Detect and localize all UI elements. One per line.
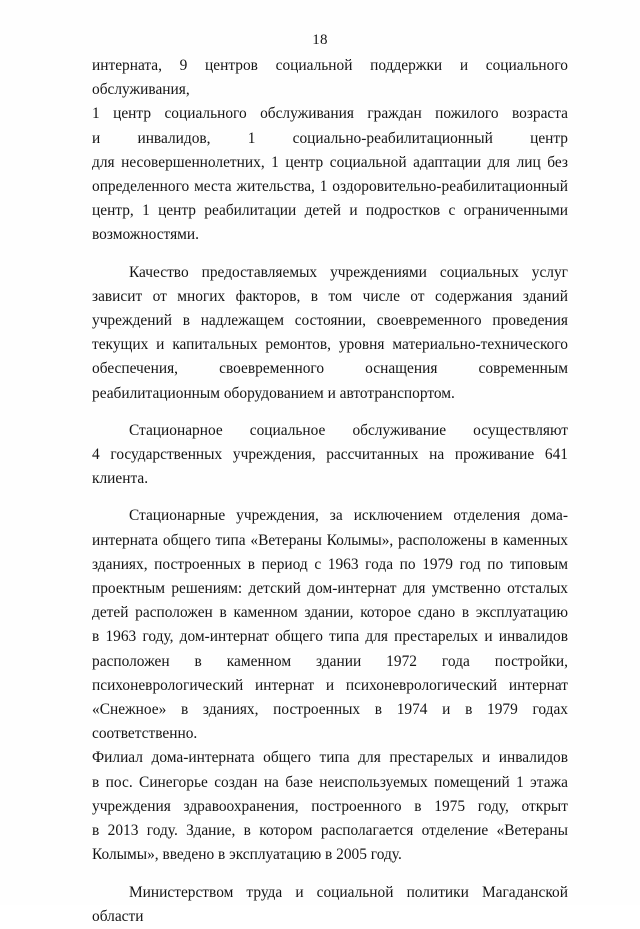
- text-line: зависит от многих факторов, в том числе от содержания зданий: [92, 287, 568, 305]
- document-body: [92, 54, 568, 929]
- text-line: Качество предоставляемых учреждениями социальных услуг: [129, 263, 568, 281]
- text-line: «Снежное» в зданиях, построенных в 1974 и в 1979 годах соответственно.: [92, 701, 568, 743]
- text-line: Министерством труда и социальной политики Магаданской области: [92, 883, 568, 925]
- text-line: реабилитационным оборудованием и автотранспортом.: [92, 384, 455, 402]
- text-line: в 1963 году, дом-интернат общего типа для престарелых и инвалидов: [92, 628, 568, 646]
- page-number: 18: [312, 32, 328, 48]
- text-line: детей расположен в каменном здании, которое сдано в эксплуатацию: [92, 604, 568, 622]
- text-line: в 2013 году. Здание, в котором располагается отделение «Ветераны: [92, 822, 568, 840]
- text-line: учреждений в надлежащем состоянии, своевременного проведения: [92, 312, 568, 330]
- text-line: текущих и капитальных ремонтов, уровня материально-технического: [92, 336, 568, 354]
- text-line: интерната, 9 центров социальной поддержки и социального обслуживания,: [92, 57, 568, 99]
- text-line: центр, 1 центр реабилитации детей и подростков с ограниченными: [92, 202, 568, 220]
- text-line: 4 государственных учреждения, рассчитанных на проживание 641 клиента.: [92, 446, 568, 488]
- text-line: и инвалидов, 1 социально-реабилитационный центр: [92, 129, 568, 147]
- text-line: учреждения здравоохранения, построенного в 1975 году, открыт: [92, 797, 568, 815]
- text-line: возможностями.: [92, 226, 199, 244]
- text-line: Филиал дома-интерната общего типа для престарелых и инвалидов: [92, 749, 568, 767]
- text-line: расположен в каменном здании 1972 года постройки,: [92, 652, 568, 670]
- text-line: Стационарные учреждения, за исключением отделения дома-: [129, 507, 568, 525]
- text-line: Колымы», введено в эксплуатацию в 2005 году.: [92, 846, 402, 864]
- text-line: определенного места жительства, 1 оздоровительно-реабилитационный: [92, 178, 568, 196]
- text-line: обеспечения, своевременного оснащения современным: [92, 360, 568, 378]
- text-line: интерната общего типа «Ветераны Колымы», расположены в каменных: [92, 531, 568, 549]
- text-line: психоневрологический интернат и психоневрологический интернат: [92, 676, 568, 694]
- text-line: для несовершеннолетних, 1 центр социальной адаптации для лиц без: [92, 153, 568, 171]
- text-line: проектным решениям: детский дом-интернат для умственно отсталых: [92, 580, 568, 598]
- text-line: 1 центр социального обслуживания граждан пожилого возраста: [92, 105, 568, 123]
- text-line: Стационарное социальное обслуживание осуществляют: [129, 421, 568, 439]
- text-line: зданиях, построенных в период с 1963 года по 1979 год по типовым: [92, 555, 568, 573]
- text-line: в пос. Синегорье создан на базе неиспользуемых помещений 1 этажа: [92, 773, 568, 791]
